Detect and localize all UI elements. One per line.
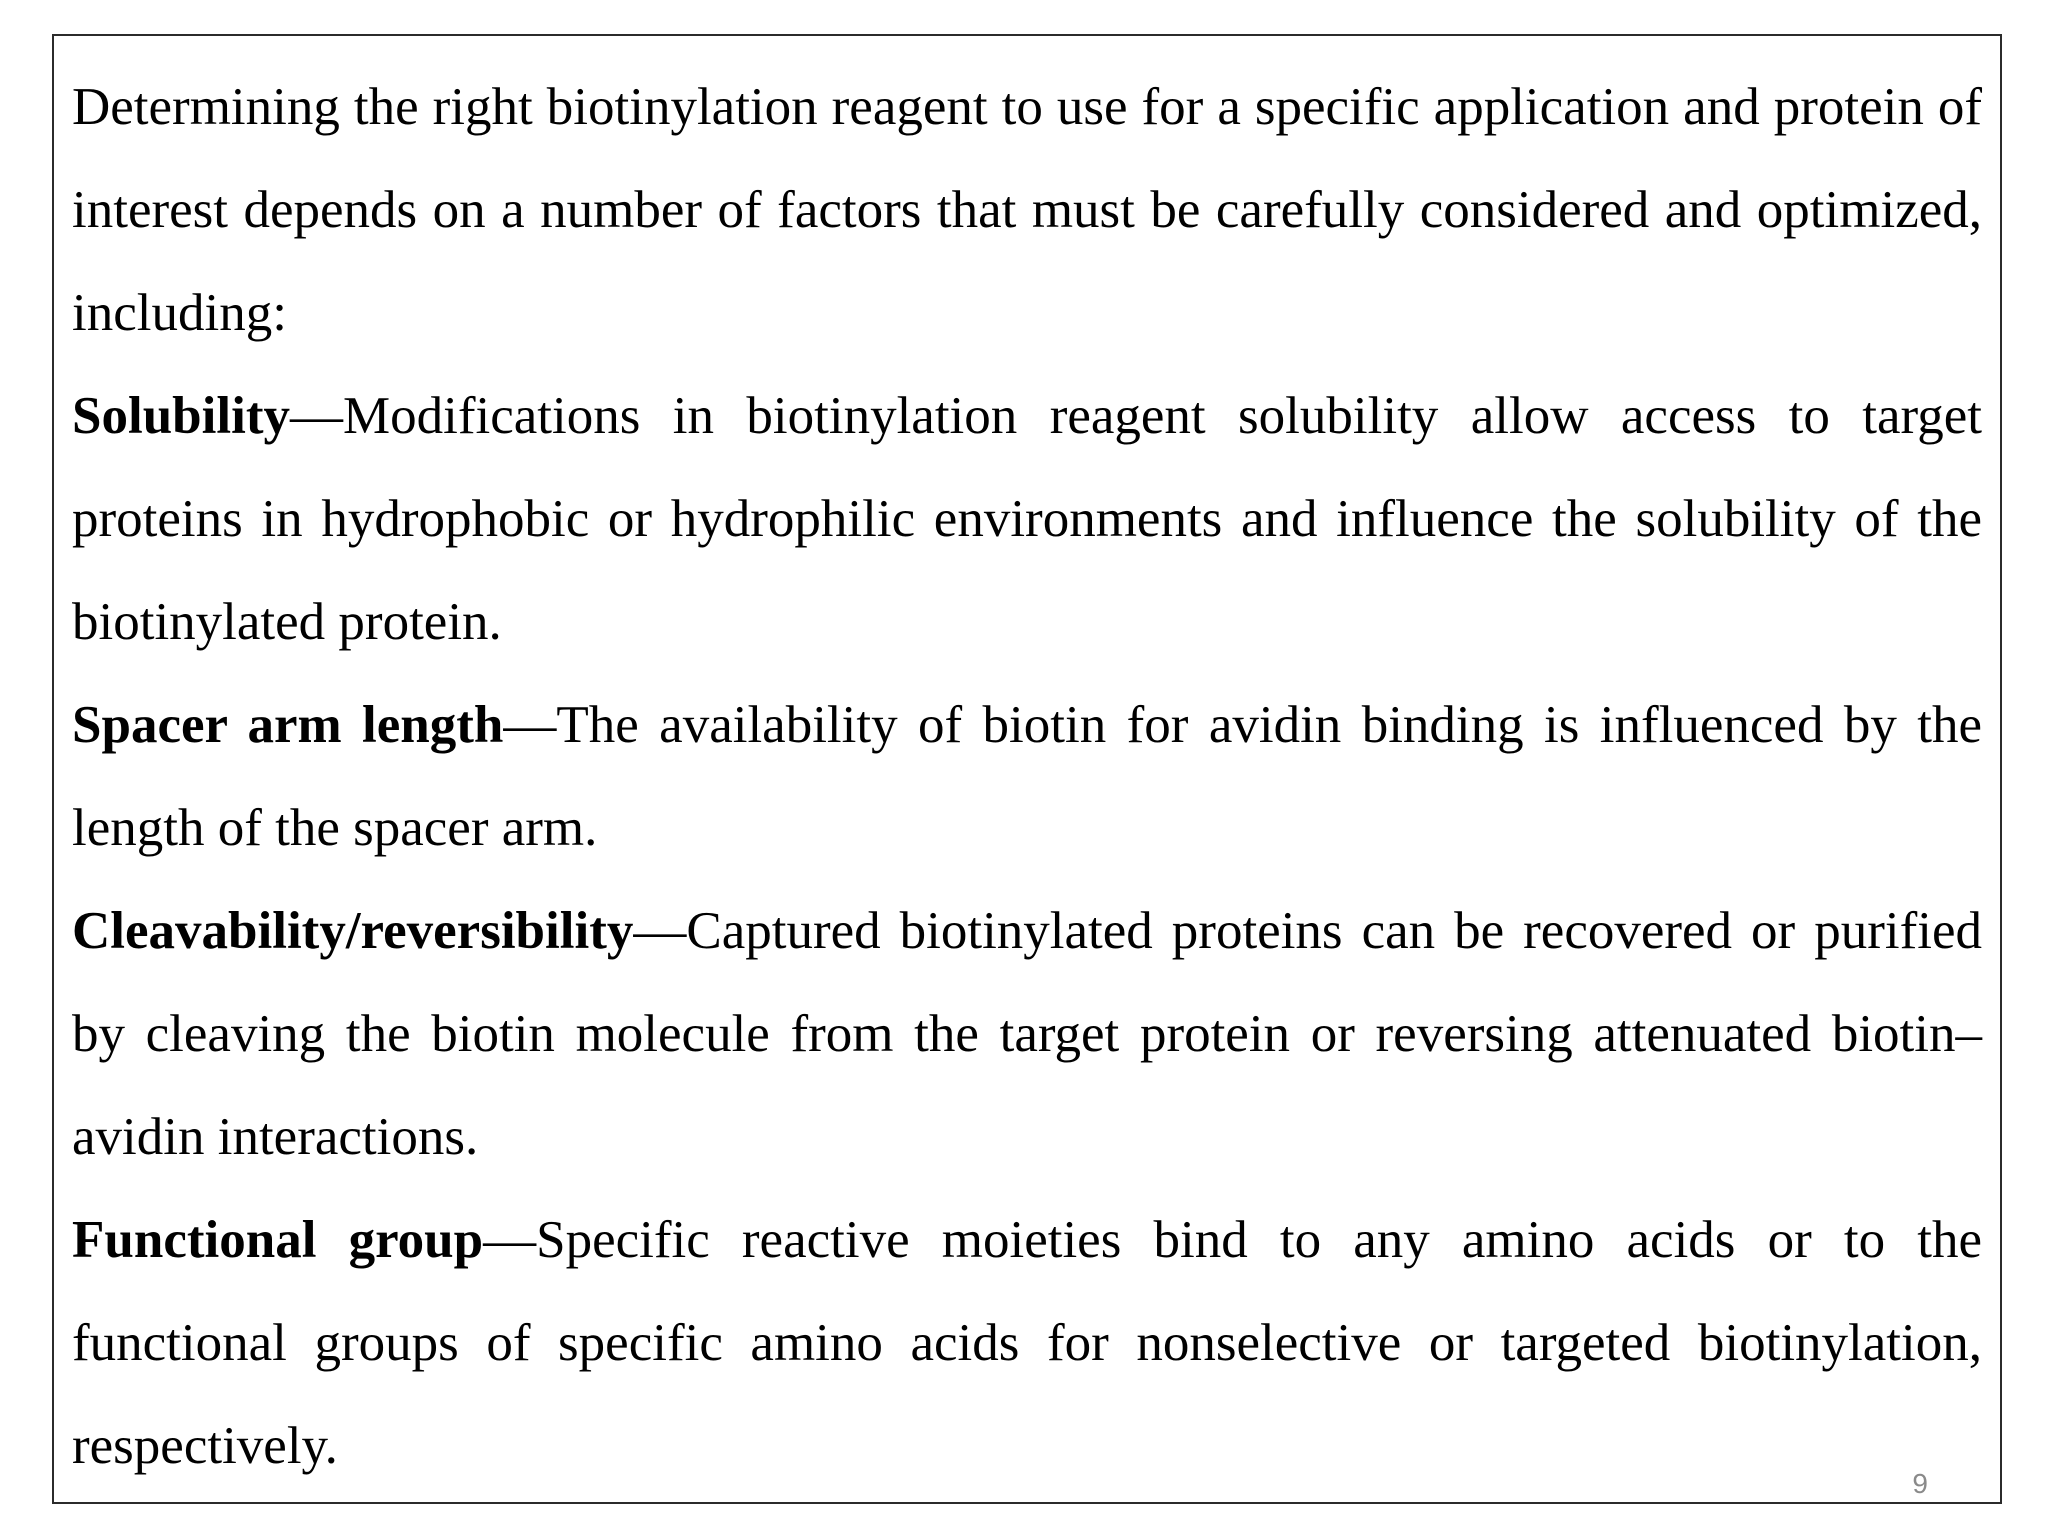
factor-functional-group (72, 1189, 1982, 1498)
factor-term: Cleavability/reversibility (72, 902, 634, 960)
factor-description: —Specific reactive moieties bind to any amino acids or to the functional groups of specific amino acids for nonselective or targeted biotinylation, respectively. (72, 1211, 1983, 1475)
factor-term: Solubility (72, 387, 290, 445)
factor-solubility (72, 365, 1982, 674)
factor-term: Functional group (72, 1211, 484, 1269)
page-number: 9 (1912, 1468, 1928, 1499)
slide-body (72, 56, 1982, 1498)
factor-description: —The availability of biotin for avidin binding is influenced by the length of the spacer arm. (72, 696, 1983, 857)
factor-term: Spacer arm length (72, 696, 504, 754)
intro-paragraph: Determining the right biotinylation reagent to use for a specific application and protein of interest depends on a number of factors that must be carefully considered and optimized, including: (72, 78, 1982, 342)
factor-description: —Captured biotinylated proteins can be recovered or purified by cleaving the biotin molecule from the target protein or reversing attenuated biotin–avidin interactions. (72, 902, 1982, 1166)
factor-description: —Modifications in biotinylation reagent solubility allow access to target proteins in hydrophobic or hydrophilic environments and influence the solubility of the biotinylated protein. (72, 387, 1982, 651)
factor-cleavability (72, 880, 1982, 1189)
factor-spacer-arm-length (72, 674, 1982, 880)
